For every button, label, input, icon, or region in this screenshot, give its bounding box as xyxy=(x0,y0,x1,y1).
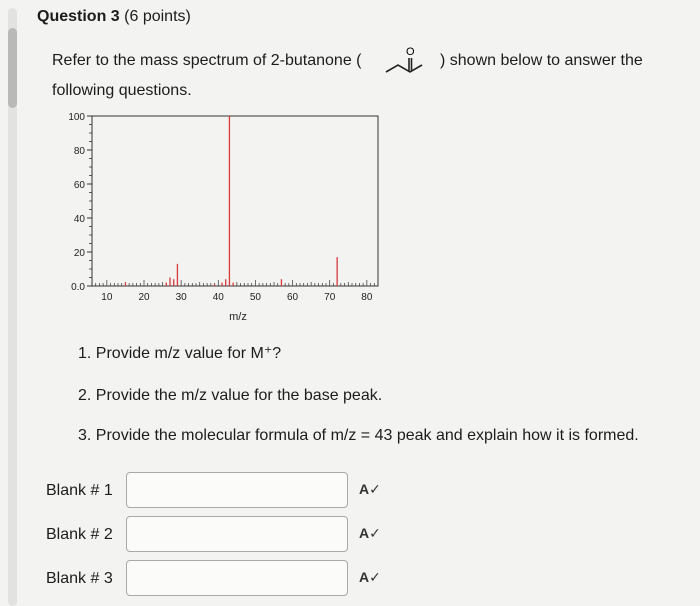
peaks xyxy=(125,116,337,286)
x-axis xyxy=(92,280,378,303)
blank-label: Blank # 3 xyxy=(46,570,113,587)
y-tick-label: 20 xyxy=(73,248,85,259)
spellcheck-icon[interactable]: A✓ xyxy=(359,569,381,585)
blank-1-input[interactable] xyxy=(126,472,348,508)
blank-label: Blank # 1 xyxy=(46,482,113,499)
blank-3-input[interactable] xyxy=(126,560,348,596)
blank-2-input[interactable] xyxy=(126,516,348,552)
mass-spectrum-chart xyxy=(50,106,390,331)
intro-line-2: following questions. xyxy=(52,82,192,99)
intro-line-1: Refer to the mass spectrum of 2-butanone ( xyxy=(52,52,362,69)
x-tick-label: 10 xyxy=(101,292,113,303)
x-tick-label: 50 xyxy=(249,292,261,303)
y-tick-label: 100 xyxy=(68,112,85,123)
x-tick-label: 80 xyxy=(361,292,373,303)
y-tick-label: 40 xyxy=(73,214,85,225)
x-tick-label: 70 xyxy=(324,292,336,303)
intro-line-1-tail: ) shown below to answer the xyxy=(440,52,643,69)
svg-text:O: O xyxy=(406,46,415,58)
spellcheck-icon[interactable]: A✓ xyxy=(359,481,381,497)
question-number: Question 3 xyxy=(37,8,120,25)
question-points: (6 points) xyxy=(124,8,191,25)
2-butanone-structure-icon xyxy=(383,42,435,76)
x-tick-label: 20 xyxy=(138,292,150,303)
question-item: 1. Provide m/z value for M⁺? xyxy=(78,345,282,362)
scrollbar-thumb[interactable] xyxy=(8,28,17,108)
spellcheck-icon[interactable]: A✓ xyxy=(359,525,381,541)
x-tick-label: 40 xyxy=(212,292,224,303)
blank-label: Blank # 2 xyxy=(46,526,113,543)
y-tick-label: 80 xyxy=(73,146,85,157)
x-tick-label: 30 xyxy=(175,292,187,303)
question-item: 3. Provide the molecular formula of m/z = 43 peak and explain how it is formed. xyxy=(78,427,639,444)
y-axis xyxy=(68,112,92,293)
y-tick-label: 0.0 xyxy=(71,282,85,293)
question-item: 2. Provide the m/z value for the base peak. xyxy=(78,387,383,404)
y-tick-label: 60 xyxy=(73,180,85,191)
x-axis-label: m/z xyxy=(229,311,247,323)
x-tick-label: 60 xyxy=(287,292,299,303)
plot-frame xyxy=(92,116,378,286)
question-title xyxy=(37,8,191,26)
page-scrollbar[interactable] xyxy=(8,8,17,606)
